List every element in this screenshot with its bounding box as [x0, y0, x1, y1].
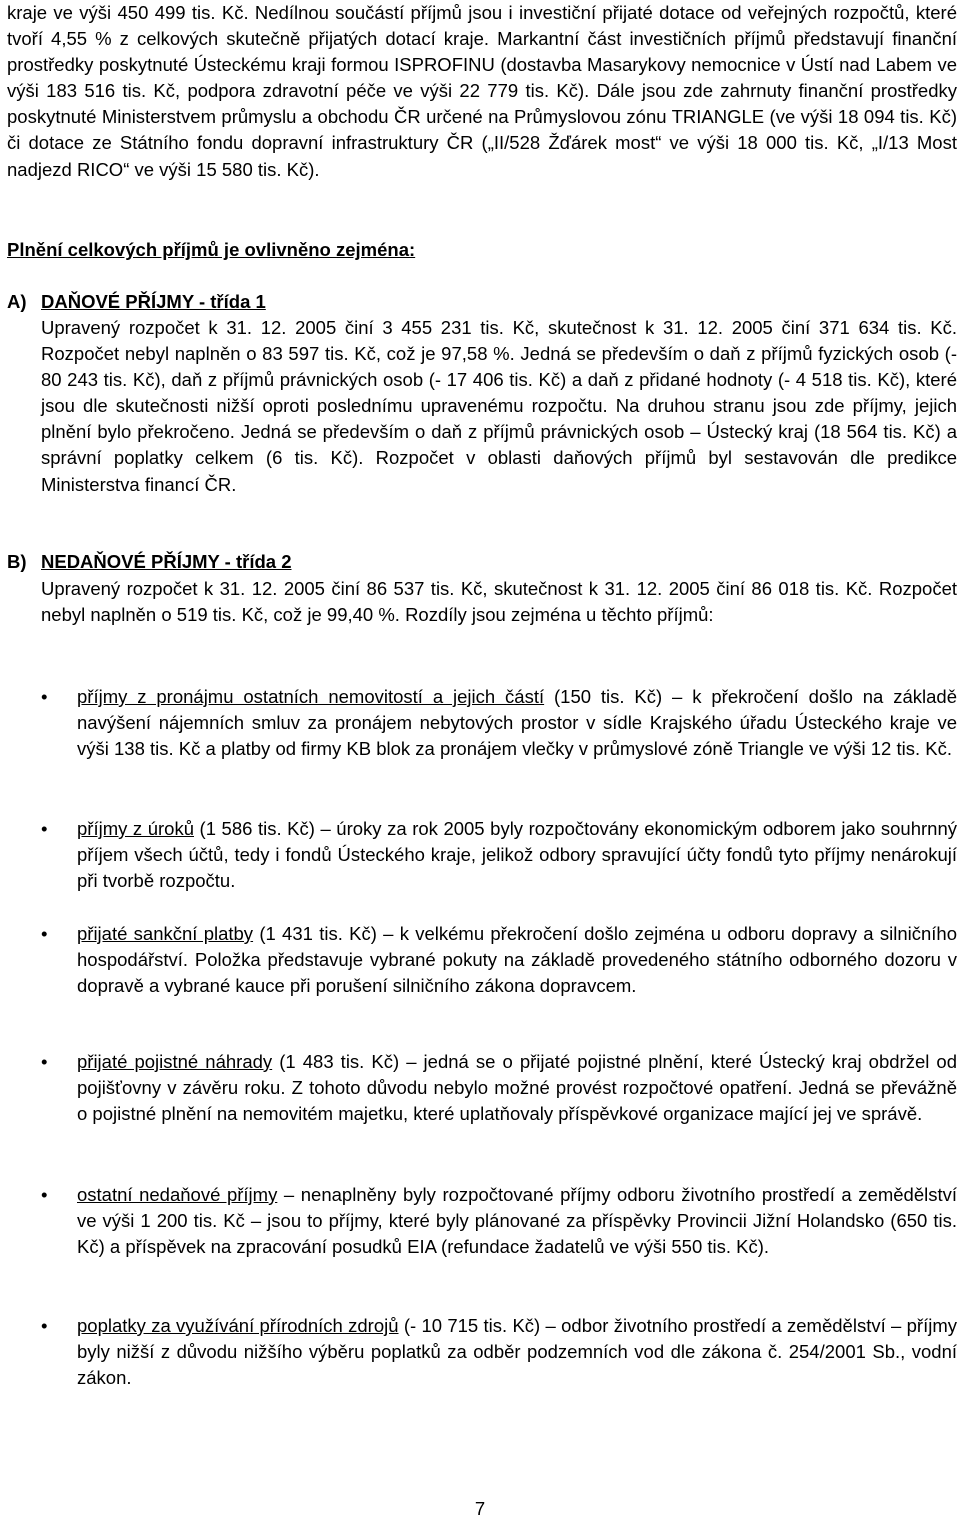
list-item-term: ostatní nedaňové příjmy	[77, 1184, 278, 1205]
list-item-term: přijaté pojistné náhrady	[77, 1051, 273, 1072]
list-item	[77, 684, 957, 762]
list-item-term: příjmy z úroků	[77, 818, 194, 839]
bullet-marker: •	[41, 1315, 48, 1336]
intro-paragraph: kraje ve výši 450 499 tis. Kč. Nedílnou součástí příjmů jsou i investiční přijaté dotace od veřejných rozpočtů, které tvoří 4,55 % z celkových skutečně přijatých dotací kraje. Markantní část investičních příjmů představují finanční prostředky poskytnuté Ústeckému kraji formou ISPROFINU (dostavba Masarykovy nemocnice v Ústí nad Labem ve výši 183 516 tis. Kč, podpora zdravotní péče ve výši 22 779 tis. Kč). Dále jsou zde zahrnuty finanční prostředky poskytnuté Ministerstvem průmyslu a obchodu ČR určené na Průmyslovou zónu TRIANGLE (ve výši 18 094 tis. Kč) či dotace ze Státního fondu dopravní infrastruktury ČR („II/528 Žďárek most“ ve výši 18 000 tis. Kč, „I/13 Most nadjezd RICO“ ve výši 15 580 tis. Kč).	[7, 2, 957, 180]
list-item-description: (1 483 tis. Kč) – jedná se o přijaté pojistné plnění, které Ústecký kraj obdržel od pojišťovny v závěru roku. Z tohoto důvodu nebylo možné provést rozpočtové opatření. Jedná se převážně o pojistné plnění na nemovitém majetku, které uplatňovaly příspěvkové organizace mající jej ve správě.	[77, 1051, 957, 1125]
bullet-marker: •	[41, 1051, 48, 1072]
list-item-description: (150 tis. Kč) – k překročení došlo na základě navýšení nájemních smluv za pronájem nebytových prostor v sídle Krajského úřadu Ústeckého kraje ve výši 138 tis. Kč a platby od firmy KB blok za pronájem vlečky v průmyslové zóně Triangle ve výši 12 tis. Kč.	[77, 686, 957, 760]
section-b-title: NEDAŇOVÉ PŘÍJMY - třída 2	[41, 551, 292, 572]
bullet-marker: •	[41, 923, 48, 944]
section-b-paragraph: Upravený rozpočet k 31. 12. 2005 činí 86 537 tis. Kč, skutečnost k 31. 12. 2005 činí 86 018 tis. Kč. Rozpočet nebyl naplněn o 519 tis. Kč, což je 99,40 %. Rozdíly jsou zejména u těchto příjmů:	[41, 578, 957, 626]
list-item	[77, 816, 957, 894]
section-a-letter: A)	[7, 291, 27, 312]
list-item	[77, 1313, 957, 1391]
bullet-marker: •	[41, 686, 48, 707]
section-heading: Plnění celkových příjmů je ovlivněno zejména:	[7, 239, 416, 260]
list-item	[77, 1049, 957, 1127]
bullet-marker: •	[41, 818, 48, 839]
bullet-marker: •	[41, 1184, 48, 1205]
list-item-term: příjmy z pronájmu ostatních nemovitostí a jejich částí	[77, 686, 545, 707]
list-item-term: poplatky za využívání přírodních zdrojů	[77, 1315, 399, 1336]
list-item-description: (- 10 715 tis. Kč) – odbor životního prostředí a zemědělství – příjmy byly nižší z důvodu nižšího výběru poplatků za odběr podzemních vod dle zákona č. 254/2001 Sb., vodní zákon.	[77, 1315, 957, 1389]
section-a-title: DAŇOVÉ PŘÍJMY - třída 1	[41, 291, 266, 312]
page-number: 7	[474, 1498, 486, 1519]
list-item-description: (1 431 tis. Kč) – k velkému překročení došlo zejména u odboru dopravy a silničního hospodářství. Položka představuje vybrané pokuty na základě provedeného státního odborného dozoru v dopravě a vybrané kauce při porušení silničního zákona dopravcem.	[77, 923, 957, 997]
list-item-term: přijaté sankční platby	[77, 923, 254, 944]
list-item-description: – nenaplněny byly rozpočtované příjmy odboru životního prostředí a zemědělství ve výši 1 200 tis. Kč – jsou to příjmy, které byly plánované za příspěvky Provincii Jižní Holandsko (650 tis. Kč) a příspěvek na zpracování posudků EIA (refundace žadatelů ve výši 550 tis. Kč).	[77, 1184, 958, 1258]
section-a-paragraph: Upravený rozpočet k 31. 12. 2005 činí 3 455 231 tis. Kč, skutečnost k 31. 12. 2005 činí 371 634 tis. Kč. Rozpočet nebyl naplněn o 83 597 tis. Kč, což je 97,58 %. Jedná se především o daň z příjmů fyzických osob (- 80 243 tis. Kč), daň z příjmů právnických osob (- 17 406 tis. Kč) a daň z přidané hodnoty (- 4 518 tis. Kč), které jsou dle skutečnosti nižší oproti poslednímu upravenému rozpočtu. Na druhou stranu jsou zde příjmy, jejich plnění bylo překročeno. Jedná se především o daň z příjmů právnických osob – Ústecký kraj (18 564 tis. Kč) a správní poplatky celkem (6 tis. Kč). Rozpočet v oblasti daňových příjmů byl sestavován dle predikce Ministerstva financí ČR.	[41, 317, 957, 495]
list-item	[77, 921, 957, 999]
section-b-letter: B)	[7, 551, 27, 572]
list-item	[77, 1182, 957, 1260]
list-item-description: (1 586 tis. Kč) – úroky za rok 2005 byly rozpočtovány ekonomickým odborem jako souhrnný příjem všech účtů, tedy i fondů Ústeckého kraje, jelikož odbory spravující účty fondů tyto příjmy nenárokují při tvorbě rozpočtu.	[77, 818, 957, 892]
